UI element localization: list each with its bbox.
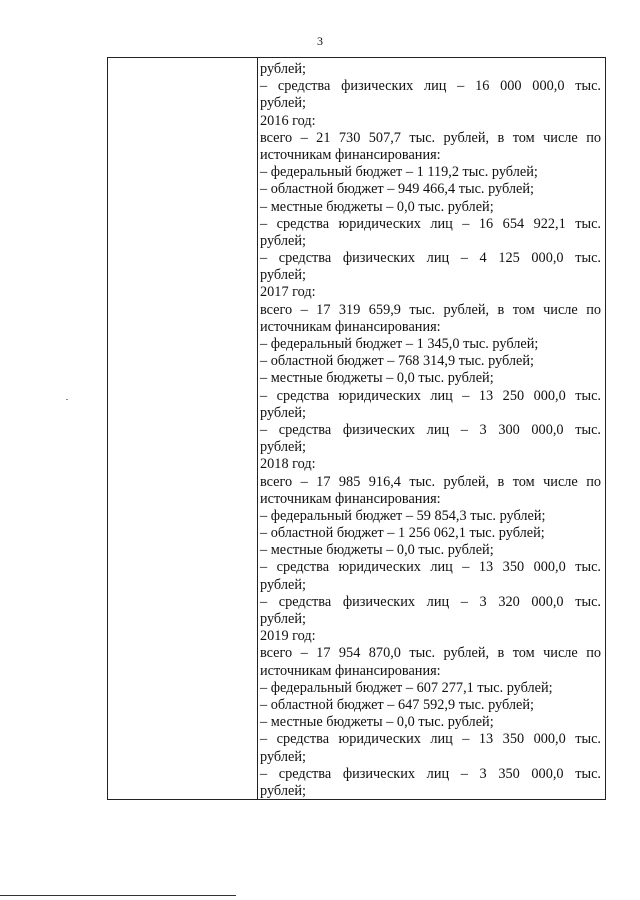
text-line: – средства физических лиц – 4 125 000,0 тыс. bbox=[260, 250, 601, 267]
financing-text-cell bbox=[260, 61, 601, 800]
text-line: источникам финансирования: bbox=[260, 662, 441, 679]
text-line: источникам финансирования: bbox=[260, 318, 441, 335]
text-line: – средства юридических лиц – 13 350 000,0 тыс. bbox=[260, 731, 601, 748]
page-number: 3 bbox=[317, 34, 323, 48]
text-line: источникам финансирования: bbox=[260, 490, 441, 507]
text-line: рублей; bbox=[260, 404, 306, 421]
text-line: всего – 17 319 659,9 тыс. рублей, в том числе по bbox=[260, 301, 601, 318]
text-line: рублей; bbox=[260, 439, 306, 456]
text-line: – средства физических лиц – 3 300 000,0 тыс. bbox=[260, 421, 601, 438]
text-line: рублей; bbox=[260, 782, 306, 799]
text-line: – федеральный бюджет – 607 277,1 тыс. рублей; bbox=[260, 679, 553, 696]
text-line: – федеральный бюджет – 1 345,0 тыс. рублей; bbox=[260, 336, 539, 352]
financing-table bbox=[107, 57, 606, 800]
text-line: – федеральный бюджет – 59 854,3 тыс. рублей; bbox=[260, 507, 546, 524]
text-line: рублей; bbox=[260, 267, 306, 284]
text-line: – средства физических лиц – 3 320 000,0 тыс. bbox=[260, 593, 601, 610]
text-line: всего – 17 985 916,4 тыс. рублей, в том числе по bbox=[260, 473, 601, 490]
text-line: – средства юридических лиц – 13 250 000,0 тыс. bbox=[260, 387, 601, 404]
text-line: – областной бюджет – 647 592,9 тыс. рублей; bbox=[260, 696, 535, 713]
text-line: – местные бюджеты – 0,0 тыс. рублей; bbox=[260, 370, 494, 387]
text-line: – областной бюджет – 768 314,9 тыс. рублей; bbox=[260, 353, 535, 370]
text-line: – местные бюджеты – 0,0 тыс. рублей; bbox=[260, 198, 494, 215]
text-line: – средства физических лиц – 3 350 000,0 тыс. bbox=[260, 765, 601, 782]
text-line: рублей; bbox=[260, 95, 306, 112]
text-line: – местные бюджеты – 0,0 тыс. рублей; bbox=[260, 714, 494, 731]
text-line: – областной бюджет – 949 466,4 тыс. рублей; bbox=[260, 181, 535, 198]
text-line: – областной бюджет – 1 256 062,1 тыс. рублей; bbox=[260, 525, 545, 542]
text-line: 2016 год: bbox=[260, 112, 316, 129]
text-line: всего – 21 730 507,7 тыс. рублей, в том числе по bbox=[260, 129, 601, 146]
text-line: рублей; bbox=[260, 61, 306, 77]
text-line: рублей; bbox=[260, 611, 306, 627]
text-line: всего – 17 954 870,0 тыс. рублей, в том числе по bbox=[260, 645, 601, 662]
text-line: рублей; bbox=[260, 232, 306, 249]
text-line: источникам финансирования: bbox=[260, 146, 441, 163]
text-line: рублей; bbox=[260, 748, 306, 765]
text-line: 2017 год: bbox=[260, 284, 316, 301]
text-line: – местные бюджеты – 0,0 тыс. рублей; bbox=[260, 542, 494, 559]
text-line: – средства юридических лиц – 16 654 922,1 тыс. bbox=[260, 215, 601, 232]
column-divider bbox=[257, 58, 258, 799]
footer-rule bbox=[0, 895, 236, 896]
text-line: – федеральный бюджет – 1 119,2 тыс. рублей; bbox=[260, 164, 538, 181]
text-line: – средства физических лиц – 16 000 000,0 тыс. bbox=[260, 78, 601, 95]
scan-speck bbox=[66, 399, 68, 400]
text-line: 2019 год: bbox=[260, 628, 316, 645]
text-line: 2018 год: bbox=[260, 456, 316, 473]
text-line: рублей; bbox=[260, 576, 306, 593]
text-line: – средства юридических лиц – 13 350 000,0 тыс. bbox=[260, 559, 601, 576]
